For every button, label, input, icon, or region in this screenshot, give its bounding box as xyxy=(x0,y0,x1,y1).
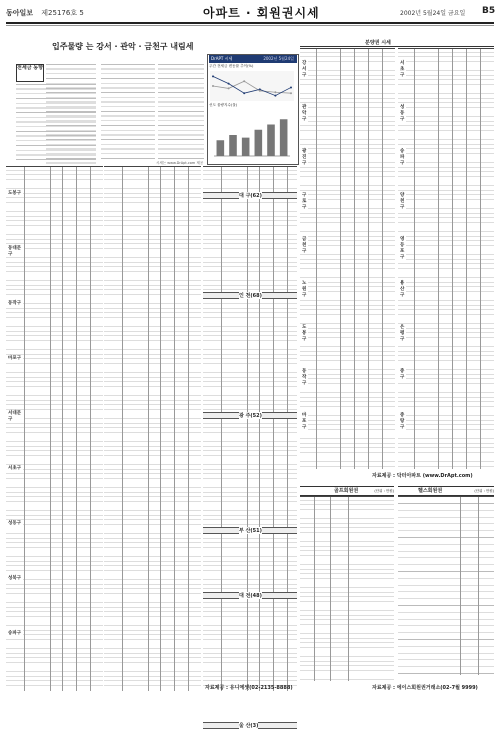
right-section-rule xyxy=(300,46,494,47)
line-point xyxy=(212,75,214,77)
line-point xyxy=(243,80,245,82)
middle-section-label: 대 전(48) xyxy=(239,593,262,599)
line-chart-caption: 주간 전세금 변동률 추이(%) xyxy=(209,64,254,68)
line-point xyxy=(212,85,214,87)
header-rule xyxy=(6,22,494,24)
line-point xyxy=(259,90,261,92)
article-column-1b xyxy=(16,84,96,164)
middle-section-label: 부 산(51) xyxy=(239,528,262,534)
section-bar xyxy=(203,192,297,199)
right-region-label: 광진구 xyxy=(302,149,307,166)
chart-brand: DrAPT 시세 xyxy=(211,56,233,61)
page-header xyxy=(0,0,500,38)
middle-section-label: 광 주(52) xyxy=(239,413,262,419)
condo-unit: (단위 : 만원) xyxy=(474,489,494,493)
left-region-label: 마포구 xyxy=(8,356,22,361)
bar xyxy=(229,135,237,156)
condo-title: 헬스회원권 xyxy=(418,488,443,494)
section-bar xyxy=(203,592,297,599)
article-credit: 시세는 www.DrApt.com 제공 xyxy=(156,161,204,165)
right-region-label: 마포구 xyxy=(302,413,307,430)
right-source: 자료제공 : 닥터아파트 (www.DrApt.com) xyxy=(372,473,473,479)
chart-title-bar xyxy=(209,55,297,63)
right-region-label: 용산구 xyxy=(400,281,405,298)
right-region-label: 성동구 xyxy=(400,105,405,122)
article-column-3 xyxy=(158,64,204,160)
line-point xyxy=(243,92,245,94)
left-region-label: 서대문구 xyxy=(6,410,24,422)
middle-source: 자료제공 : 유니에셋(02-2135-8888) xyxy=(205,685,293,691)
left-region-label: 도봉구 xyxy=(8,191,22,196)
right-region-label: 중구 xyxy=(400,369,405,380)
line-chart xyxy=(210,71,294,101)
right-region-label: 구로구 xyxy=(302,193,307,210)
section-title: 아파트 · 회원권시세 xyxy=(203,6,320,20)
paper-name: 동아일보 xyxy=(6,9,34,17)
middle-section-label: 대 구(62) xyxy=(239,193,262,199)
section-bar xyxy=(203,722,297,729)
middle-section-label: 울 산(3) xyxy=(239,723,259,729)
header-rule-thin xyxy=(6,25,494,26)
article-headline: 입주물량 는 강서 · 관악 · 금천구 내림세 xyxy=(52,42,194,51)
right-region-label: 중랑구 xyxy=(400,413,405,430)
byline-box: 전세금 동향 xyxy=(16,64,44,82)
right-region-label: 서초구 xyxy=(400,61,405,78)
masthead xyxy=(6,8,84,18)
golf-unit: (단위 : 만원) xyxy=(374,489,394,493)
left-region-label: 송파구 xyxy=(8,631,22,636)
right-region-label: 도봉구 xyxy=(302,325,307,342)
right-region-label: 관악구 xyxy=(302,105,307,122)
condo-table xyxy=(398,496,494,675)
section-bar xyxy=(203,292,297,299)
right-region-label: 동작구 xyxy=(302,369,307,386)
middle-section-label: 인 천(68) xyxy=(239,293,262,299)
bottom-source: 자료제공 : 에이스회원권거래소(02-7월 9999) xyxy=(372,685,478,691)
bar-chart xyxy=(210,110,294,160)
date-info: 2002년 5월24일 금요일 xyxy=(400,10,466,17)
right-section-title: 분양권 시세 xyxy=(365,40,391,46)
article-column-2 xyxy=(101,64,155,160)
line-point xyxy=(290,92,292,94)
presale-table-1 xyxy=(300,48,395,469)
left-region-label: 동작구 xyxy=(8,301,22,306)
line-point xyxy=(228,83,230,85)
line-point xyxy=(290,86,292,88)
bar-chart-caption: 선도 물량지수(물) xyxy=(209,103,238,107)
issue-number: 제25176호 5 xyxy=(41,9,84,17)
right-region-label: 송파구 xyxy=(400,149,405,166)
right-region-label: 금천구 xyxy=(302,237,307,254)
right-region-label: 영등포구 xyxy=(400,237,405,260)
left-region-label: 서초구 xyxy=(8,466,22,471)
bar xyxy=(267,125,275,157)
price-table-left-2 xyxy=(104,166,201,691)
left-region-label: 성동구 xyxy=(8,521,22,526)
middle-section-labels xyxy=(203,166,297,729)
right-region-label: 노원구 xyxy=(302,281,307,298)
right-region-label: 양천구 xyxy=(400,193,405,210)
section-bar xyxy=(203,527,297,534)
golf-title: 골프회원권 xyxy=(334,488,359,494)
right-region-label: 강서구 xyxy=(302,61,307,78)
golf-header xyxy=(300,486,394,496)
bar xyxy=(217,140,225,156)
page-number: B5 xyxy=(482,6,496,16)
condo-header xyxy=(398,486,494,496)
bar xyxy=(242,138,250,156)
golf-table xyxy=(300,496,394,681)
chart-date: 2002년 5월24일 xyxy=(263,56,294,61)
line-point xyxy=(274,91,276,93)
bar xyxy=(280,119,288,156)
line-point xyxy=(274,95,276,97)
left-region-label: 성북구 xyxy=(8,576,22,581)
section-bar xyxy=(203,412,297,419)
right-region-label: 은평구 xyxy=(400,325,405,342)
presale-table-2 xyxy=(398,48,494,469)
line-point xyxy=(228,87,230,89)
left-region-label: 동대문구 xyxy=(6,245,24,257)
bar xyxy=(255,130,263,156)
